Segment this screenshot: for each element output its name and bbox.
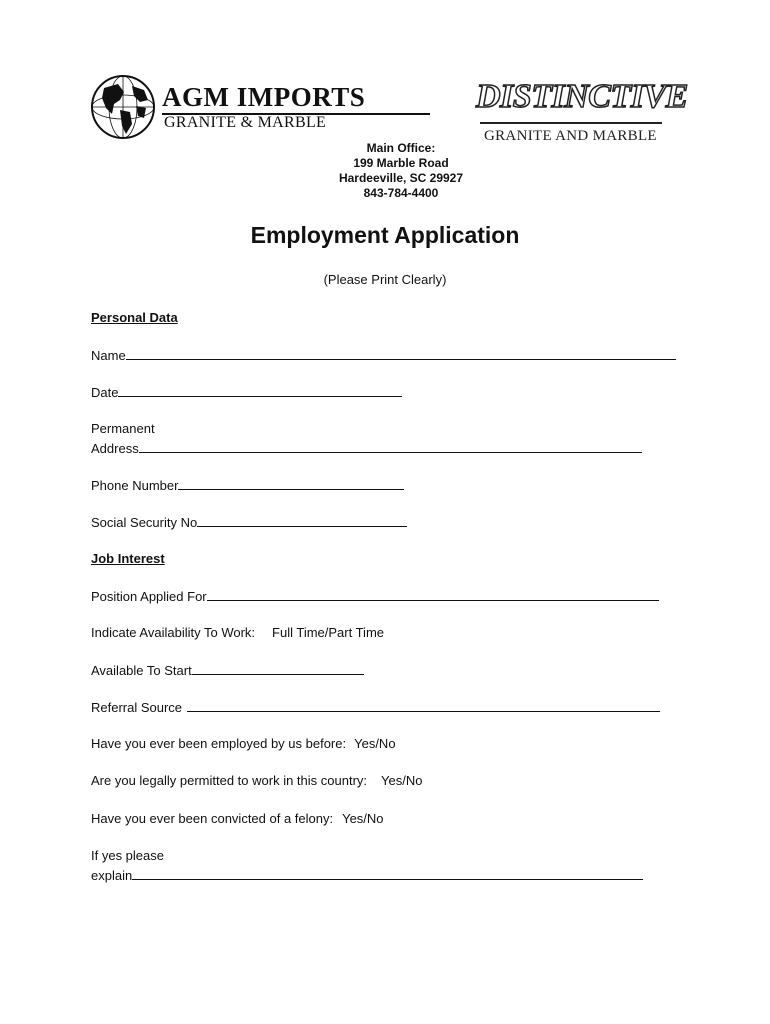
employed-before-row [91, 736, 396, 751]
office-phone: 843-784-4400 [363, 186, 439, 200]
availability-label: Indicate Availability To Work: [91, 625, 256, 640]
position-label: Position Applied For [91, 589, 207, 604]
explain-label: explain [91, 868, 133, 883]
date-label: Date [91, 385, 119, 400]
availability-row [91, 625, 384, 640]
felony-row [91, 811, 384, 826]
globe-icon [90, 74, 156, 140]
referral-label: Referral Source [91, 700, 183, 715]
availability-options[interactable]: Full Time/Part Time [272, 625, 384, 640]
start-field[interactable] [192, 662, 364, 675]
start-label: Available To Start [91, 663, 192, 678]
name-row [91, 347, 676, 363]
main-office-address [300, 141, 502, 201]
permitted-row [91, 773, 422, 788]
explain-label-top: If yes please [91, 848, 164, 863]
section-heading-job: Job Interest [91, 551, 165, 566]
position-row [91, 588, 659, 604]
address-label-top: Permanent [91, 421, 155, 436]
name-label: Name [91, 348, 126, 363]
referral-row [91, 699, 660, 715]
phone-row [91, 477, 404, 493]
office-line: 199 Marble Road [353, 156, 449, 170]
ssn-field[interactable] [197, 514, 407, 527]
phone-label: Phone Number [91, 478, 179, 493]
phone-field[interactable] [178, 477, 404, 490]
page-subtitle: (Please Print Clearly) [323, 272, 447, 287]
employed-before-label: Have you ever been employed by us before: [91, 736, 347, 751]
agm-imports-logo [90, 74, 366, 140]
ssn-label: Social Security No [91, 515, 198, 530]
felony-options[interactable]: Yes/No [342, 811, 384, 826]
distinctive-logo [476, 78, 688, 150]
distinctive-logo-subtitle: GRANITE AND MARBLE [484, 128, 657, 144]
referral-field[interactable] [187, 699, 660, 712]
position-field[interactable] [207, 588, 659, 601]
employed-before-options[interactable]: Yes/No [354, 736, 396, 751]
agm-logo-name: AGM IMPORTS [162, 82, 366, 112]
distinctive-logo-rule [480, 122, 662, 124]
address-field[interactable] [139, 440, 642, 453]
explain-field[interactable] [132, 867, 643, 880]
page-title: Employment Application [250, 222, 520, 248]
address-label: Address [91, 441, 139, 456]
explain-row [91, 867, 643, 883]
agm-logo-subtitle: GRANITE & MARBLE [164, 114, 327, 131]
felony-label: Have you ever been convicted of a felony: [91, 811, 334, 826]
date-field[interactable] [118, 384, 402, 397]
office-line: Main Office: [366, 141, 436, 155]
name-field[interactable] [126, 347, 676, 360]
section-heading-personal: Personal Data [91, 310, 178, 325]
distinctive-logo-name: DISTINCTIVE [476, 78, 688, 115]
ssn-row [91, 514, 407, 530]
permitted-options[interactable]: Yes/No [381, 773, 423, 788]
office-line: Hardeeville, SC 29927 [338, 171, 464, 185]
start-row [91, 662, 364, 678]
address-row [91, 440, 642, 456]
date-row [91, 384, 402, 400]
permitted-label: Are you legally permitted to work in this country: [91, 773, 368, 788]
